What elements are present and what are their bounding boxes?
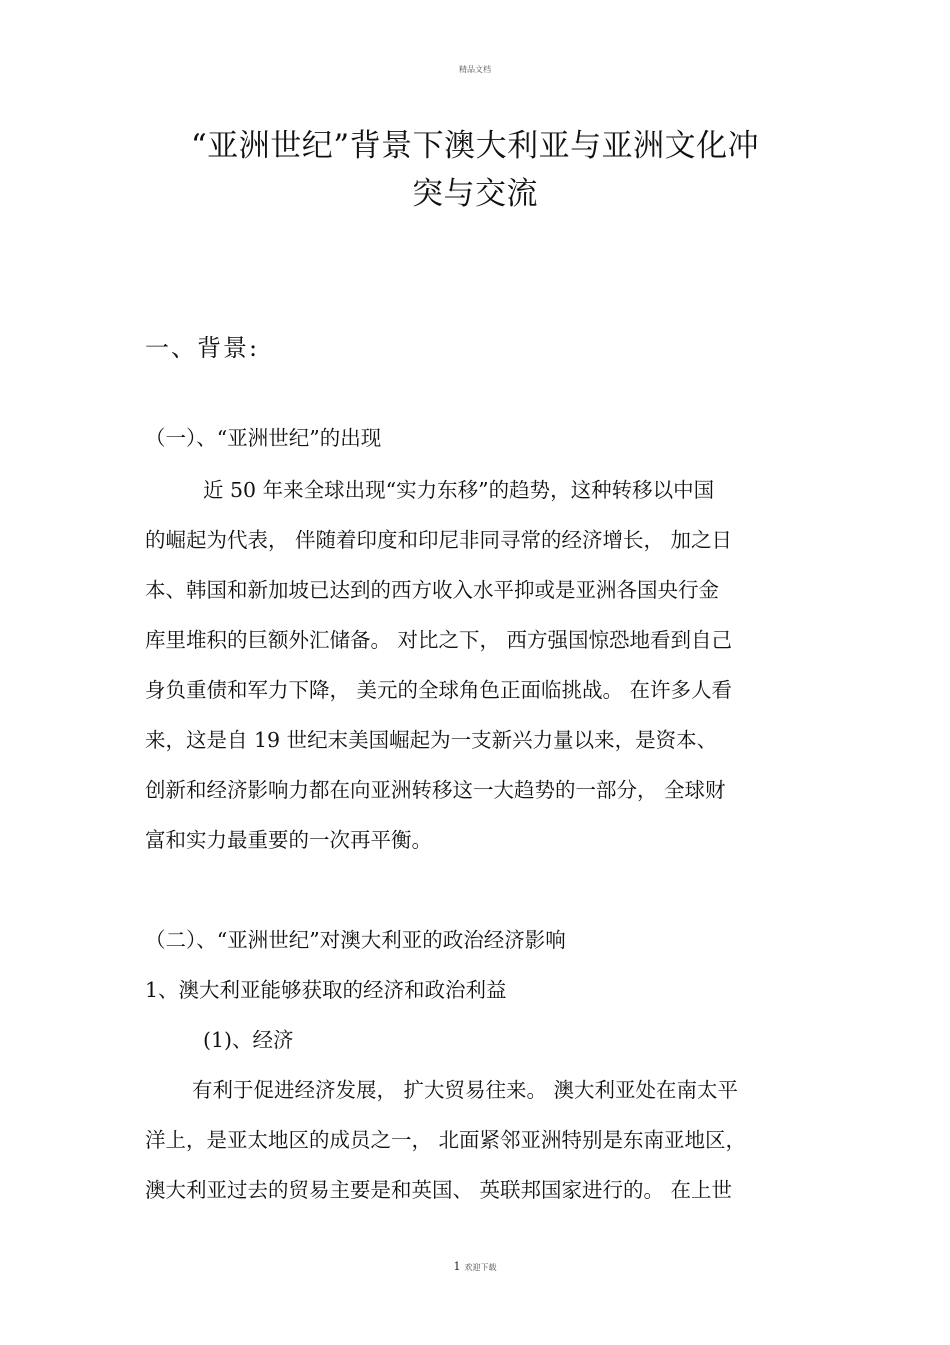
paragraph-line: 创新和经济影响力都在向亚洲转移这一大趋势的一部分， 全球财 [145,778,726,802]
paragraph-line: 身负重债和军力下降， 美元的全球角色正面临挑战。 在许多人看 [145,678,733,702]
footer-note: 欢迎下载 [464,1263,497,1272]
page-number: 1 [453,1260,461,1273]
page-footer [0,1260,950,1273]
subsection-heading-2: （二）、“亚洲世纪”对澳大利亚的政治经济影响 [145,928,566,952]
list-subitem-economy: (1)、经济 [203,1028,294,1052]
paragraph-line: 有利于促进经济发展， 扩大贸易往来。 澳大利亚处在南太平 [192,1078,739,1102]
paragraph-line: 洋上，是亚太地区的成员之一， 北面紧邻亚洲特别是东南亚地区， [145,1128,747,1152]
subsection-heading-1: （一）、“亚洲世纪”的出现 [145,426,382,450]
document-title-line-1: “亚洲世纪”背景下澳大利亚与亚洲文化冲 [190,128,760,164]
paragraph-line: 库里堆积的巨额外汇储备。 对比之下， 西方强国惊恐地看到自己 [145,628,733,652]
paragraph-line: 的崛起为代表， 伴随着印度和印尼非同寻常的经济增长， 加之日 [145,528,733,552]
paragraph-line: 本、韩国和新加坡已达到的西方收入水平抑或是亚洲各国央行金 [145,578,719,602]
paragraph-line: 澳大利亚过去的贸易主要是和英国、 英联邦国家进行的。 在上世 [145,1178,733,1202]
section-heading-background: 一、背景: [145,334,260,362]
paragraph-line: 近 50 年来全球出现“实力东移”的趋势，这种转移以中国 [203,478,715,502]
document-title-line-2: 突与交流 [412,176,538,212]
paragraph-line: 富和实力最重要的一次再平衡。 [145,828,432,852]
header-note: 精品文档 [459,65,491,74]
list-item-1: 1、澳大利亚能够获取的经济和政治利益 [145,978,507,1002]
paragraph-line: 来，这是自 19 世纪末美国崛起为一支新兴力量以来，是资本、 [145,728,718,752]
